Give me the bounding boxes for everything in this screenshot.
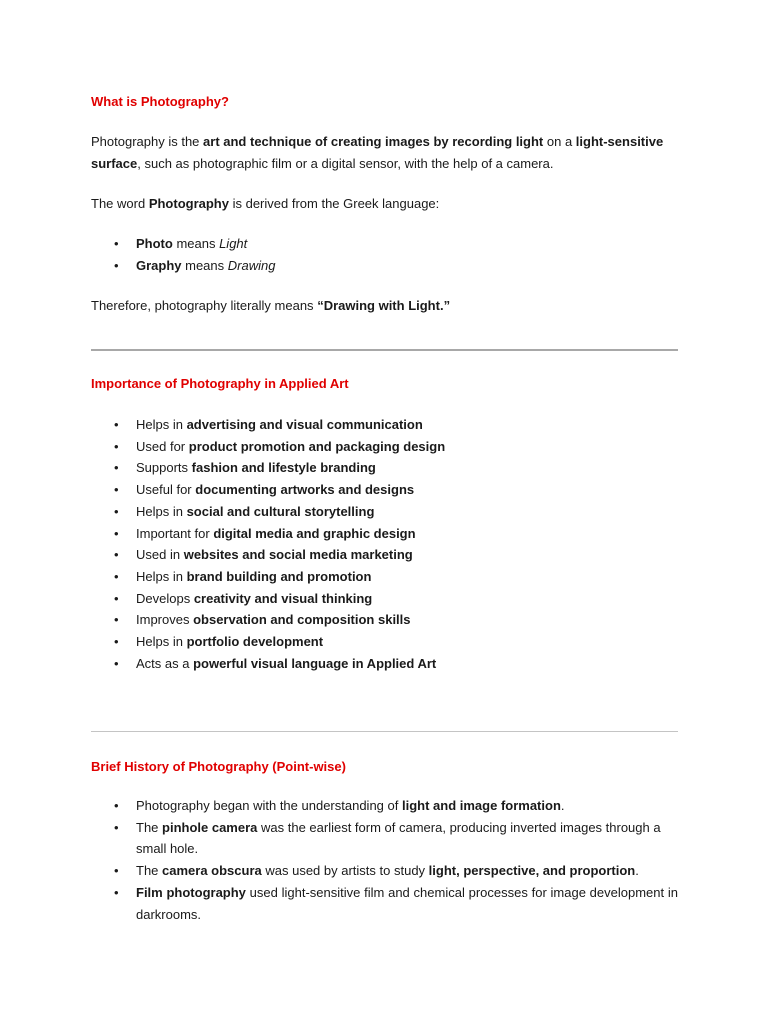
bullet-icon: • (114, 568, 119, 584)
bullet-icon: • (114, 417, 119, 432)
list-item: • Supports fashion and lifestyle branding (91, 457, 678, 479)
bullet-icon: • (114, 438, 119, 454)
list-item: • The camera obscura was used by artists to study light, perspective, and proportion. (91, 860, 678, 882)
list-item: • Helps in social and cultural storytelling (91, 501, 678, 523)
importance-list (91, 414, 678, 674)
bullet-icon: • (114, 460, 119, 476)
list-item: • Helps in brand building and promotion (91, 566, 678, 588)
section-divider (91, 731, 678, 732)
list-item: • Used for product promotion and packaging design (91, 436, 678, 458)
bullet-icon: • (114, 503, 119, 519)
bullet-icon: • (114, 819, 119, 835)
bullet-icon: • (114, 257, 119, 273)
bullet-icon: • (114, 655, 119, 671)
bullet-icon: • (114, 547, 119, 563)
section-divider (91, 349, 678, 351)
list-item: • The pinhole camera was the earliest form of camera, producing inverted images through a small hole. (91, 817, 678, 860)
list-item: • Photo means Light (91, 233, 678, 255)
bullet-icon: • (114, 236, 119, 251)
bullet-icon: • (114, 863, 119, 879)
bullet-icon: • (114, 798, 119, 813)
bullet-icon: • (114, 612, 119, 628)
bullet-icon: • (114, 590, 119, 606)
heading-what-is-photography: What is Photography? (91, 94, 229, 109)
paragraph-definition: Photography is the art and technique of creating images by recording light on a light-sensitive surface, such as photographic film or a digital sensor, with the help of a camera. (91, 134, 664, 171)
bullet-icon: • (114, 884, 119, 900)
paragraph-conclusion: Therefore, photography literally means “Drawing with Light.” (91, 298, 451, 313)
paragraph-etymology: The word Photography is derived from the Greek language: (91, 196, 440, 211)
bullet-icon: • (114, 525, 119, 541)
list-item: • Useful for documenting artworks and designs (91, 479, 678, 501)
history-list (91, 795, 678, 925)
list-item: • Used in websites and social media marketing (91, 544, 678, 566)
bullet-icon: • (114, 482, 119, 498)
heading-importance: Importance of Photography in Applied Art (91, 376, 349, 391)
list-item: • Helps in portfolio development (91, 631, 678, 653)
list-item: • Important for digital media and graphic design (91, 523, 678, 545)
list-item: • Improves observation and composition skills (91, 609, 678, 631)
list-item: • Film photography used light-sensitive film and chemical processes for image development in darkrooms. (91, 882, 678, 925)
list-item: • Acts as a powerful visual language in Applied Art (91, 653, 678, 675)
list-item: • Graphy means Drawing (91, 255, 678, 277)
greek-meaning-list (91, 233, 678, 276)
list-item: • Develops creativity and visual thinking (91, 588, 678, 610)
list-item: • Helps in advertising and visual communication (91, 414, 678, 436)
list-item: • Photography began with the understanding of light and image formation. (91, 795, 678, 817)
bullet-icon: • (114, 634, 119, 650)
heading-history: Brief History of Photography (Point-wise) (91, 759, 346, 774)
